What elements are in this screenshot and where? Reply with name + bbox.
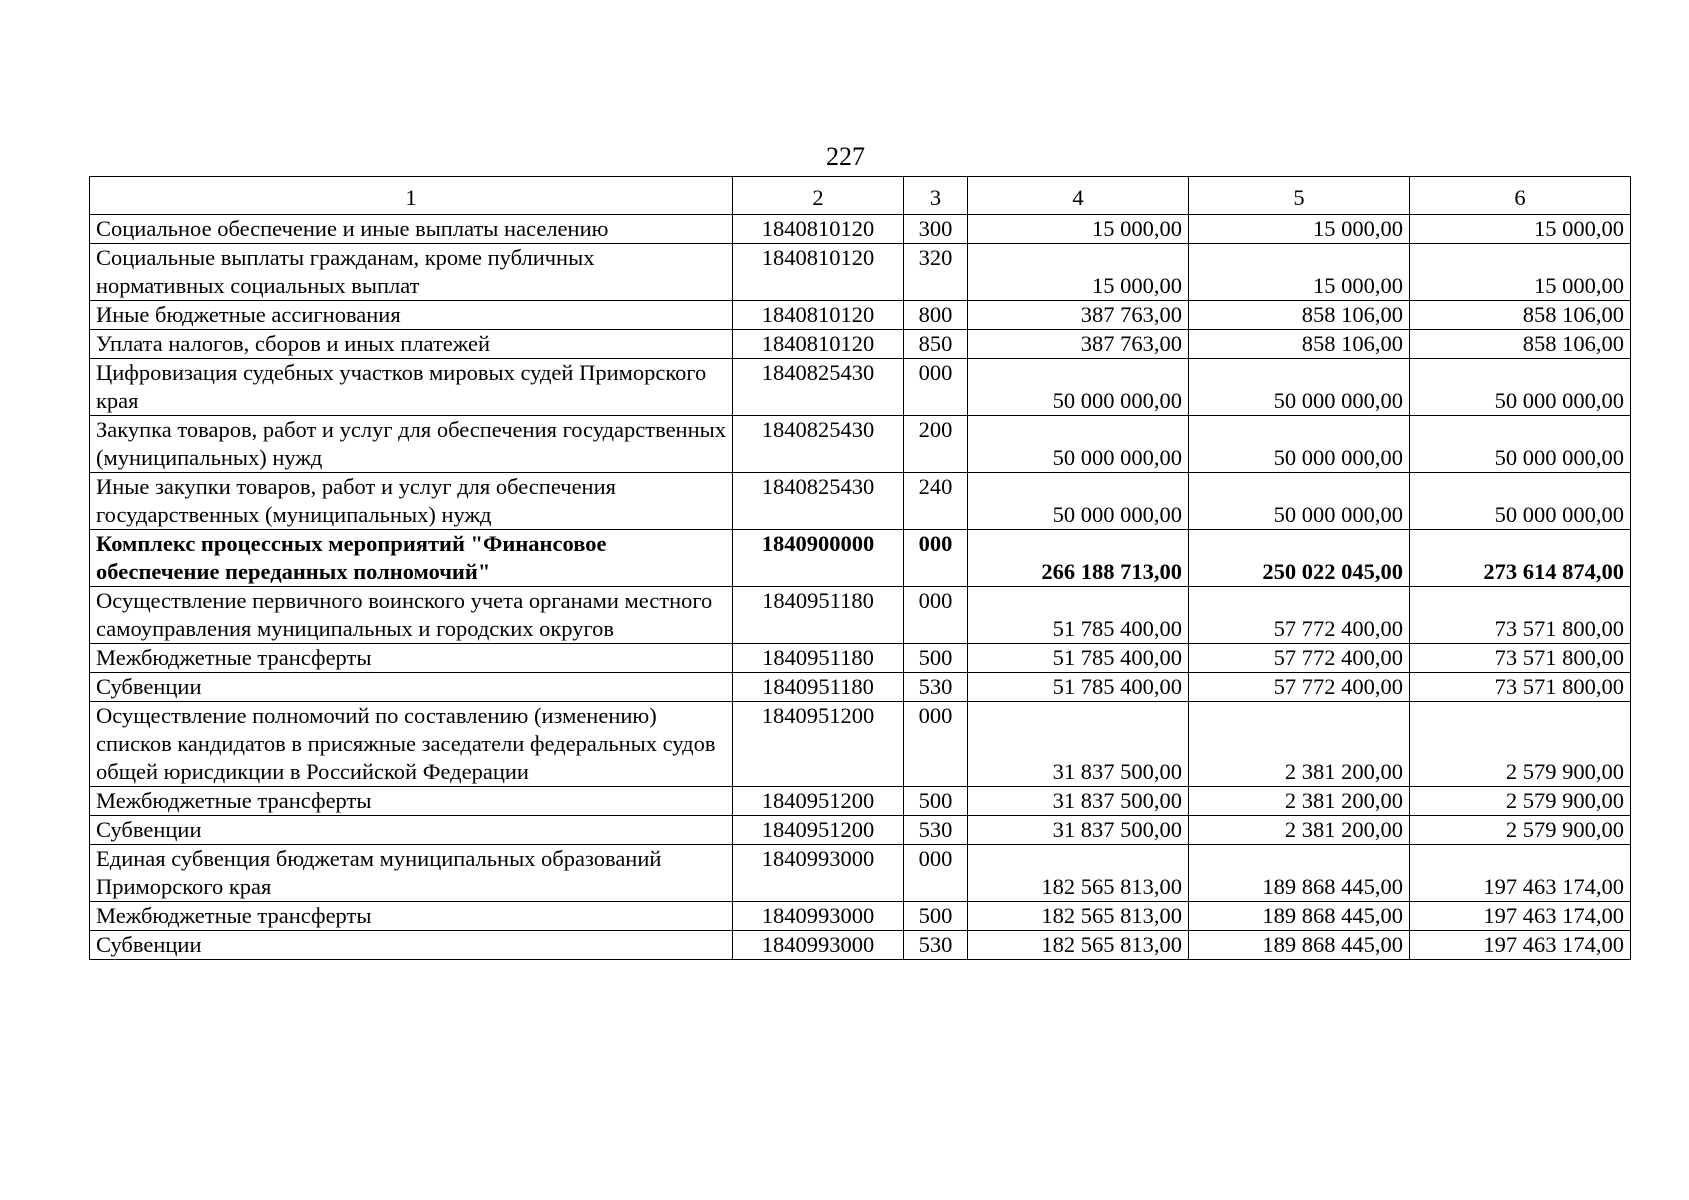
row-name-cell: Социальное обеспечение и иные выплаты населению	[90, 215, 733, 244]
amount-col5-cell: 189 868 445,00	[1189, 902, 1410, 931]
amount-col4-cell: 50 000 000,00	[968, 359, 1189, 416]
amount-col4-cell: 50 000 000,00	[968, 416, 1189, 473]
amount-col4-cell: 31 837 500,00	[968, 787, 1189, 816]
row-name-cell: Цифровизация судебных участков мировых судей Приморского края	[90, 359, 733, 416]
target-code-cell: 1840810120	[733, 330, 904, 359]
amount-col4-cell: 15 000,00	[968, 215, 1189, 244]
target-code-cell: 1840810120	[733, 244, 904, 301]
table-row	[90, 416, 1631, 473]
table-row	[90, 673, 1631, 702]
target-code-cell: 1840825430	[733, 359, 904, 416]
target-code-cell: 1840825430	[733, 416, 904, 473]
expense-type-cell: 000	[904, 702, 968, 787]
amount-col5-cell: 858 106,00	[1189, 330, 1410, 359]
table-row	[90, 301, 1631, 330]
expense-type-cell: 500	[904, 787, 968, 816]
target-code-cell: 1840810120	[733, 215, 904, 244]
expense-type-cell: 500	[904, 902, 968, 931]
expense-type-cell: 000	[904, 587, 968, 644]
budget-table	[89, 176, 1631, 960]
target-code-cell: 1840951180	[733, 644, 904, 673]
amount-col6-cell: 858 106,00	[1410, 330, 1631, 359]
row-name-cell: Субвенции	[90, 816, 733, 845]
target-code-cell: 1840810120	[733, 301, 904, 330]
table-row	[90, 787, 1631, 816]
target-code-cell: 1840900000	[733, 530, 904, 587]
row-name-cell: Единая субвенция бюджетам муниципальных образований Приморского края	[90, 845, 733, 902]
amount-col6-cell: 50 000 000,00	[1410, 359, 1631, 416]
expense-type-cell: 850	[904, 330, 968, 359]
table-row	[90, 473, 1631, 530]
expense-type-cell: 240	[904, 473, 968, 530]
amount-col4-cell: 182 565 813,00	[968, 845, 1189, 902]
amount-col5-cell: 858 106,00	[1189, 301, 1410, 330]
expense-type-cell: 320	[904, 244, 968, 301]
target-code-cell: 1840825430	[733, 473, 904, 530]
target-code-cell: 1840951180	[733, 673, 904, 702]
expense-type-cell: 500	[904, 644, 968, 673]
table-row	[90, 816, 1631, 845]
table-row	[90, 845, 1631, 902]
amount-col5-cell: 2 381 200,00	[1189, 816, 1410, 845]
amount-col6-cell: 2 579 900,00	[1410, 702, 1631, 787]
amount-col4-cell: 31 837 500,00	[968, 816, 1189, 845]
amount-col5-cell: 2 381 200,00	[1189, 787, 1410, 816]
row-name-cell: Социальные выплаты гражданам, кроме публичных нормативных социальных выплат	[90, 244, 733, 301]
table-row	[90, 530, 1631, 587]
table-row	[90, 244, 1631, 301]
row-name-cell: Субвенции	[90, 673, 733, 702]
amount-col5-cell: 15 000,00	[1189, 244, 1410, 301]
row-name-cell: Иные закупки товаров, работ и услуг для обеспечения государственных (муниципальных) нужд	[90, 473, 733, 530]
amount-col4-cell: 50 000 000,00	[968, 473, 1189, 530]
amount-col6-cell: 73 571 800,00	[1410, 673, 1631, 702]
amount-col6-cell: 50 000 000,00	[1410, 416, 1631, 473]
amount-col5-cell: 50 000 000,00	[1189, 416, 1410, 473]
expense-type-cell: 530	[904, 816, 968, 845]
expense-type-cell: 530	[904, 673, 968, 702]
expense-type-cell: 530	[904, 931, 968, 960]
amount-col4-cell: 387 763,00	[968, 301, 1189, 330]
column-header: 3	[904, 177, 968, 215]
row-name-cell: Субвенции	[90, 931, 733, 960]
amount-col6-cell: 2 579 900,00	[1410, 816, 1631, 845]
table-row	[90, 587, 1631, 644]
table-row	[90, 359, 1631, 416]
amount-col6-cell: 858 106,00	[1410, 301, 1631, 330]
amount-col5-cell: 250 022 045,00	[1189, 530, 1410, 587]
amount-col5-cell: 189 868 445,00	[1189, 845, 1410, 902]
amount-col6-cell: 197 463 174,00	[1410, 845, 1631, 902]
row-name-cell: Осуществление полномочий по составлению (изменению) списков кандидатов в присяжные заседатели федеральных судов общей юрисдикции в Российской Федерации	[90, 702, 733, 787]
table-row	[90, 902, 1631, 931]
amount-col5-cell: 189 868 445,00	[1189, 931, 1410, 960]
column-header: 4	[968, 177, 1189, 215]
row-name-cell: Комплекс процессных мероприятий "Финансовое обеспечение переданных полномочий"	[90, 530, 733, 587]
amount-col6-cell: 273 614 874,00	[1410, 530, 1631, 587]
expense-type-cell: 800	[904, 301, 968, 330]
amount-col5-cell: 50 000 000,00	[1189, 359, 1410, 416]
table-row	[90, 330, 1631, 359]
amount-col5-cell: 50 000 000,00	[1189, 473, 1410, 530]
amount-col5-cell: 57 772 400,00	[1189, 673, 1410, 702]
target-code-cell: 1840951200	[733, 816, 904, 845]
target-code-cell: 1840951200	[733, 702, 904, 787]
table-row	[90, 702, 1631, 787]
table-row	[90, 644, 1631, 673]
amount-col5-cell: 57 772 400,00	[1189, 644, 1410, 673]
page-number: 227	[826, 142, 865, 171]
amount-col5-cell: 15 000,00	[1189, 215, 1410, 244]
expense-type-cell: 000	[904, 359, 968, 416]
table-row	[90, 931, 1631, 960]
target-code-cell: 1840951200	[733, 787, 904, 816]
amount-col6-cell: 197 463 174,00	[1410, 931, 1631, 960]
column-number-row	[90, 177, 1631, 215]
amount-col6-cell: 15 000,00	[1410, 215, 1631, 244]
amount-col4-cell: 51 785 400,00	[968, 587, 1189, 644]
amount-col5-cell: 2 381 200,00	[1189, 702, 1410, 787]
expense-type-cell: 300	[904, 215, 968, 244]
amount-col4-cell: 387 763,00	[968, 330, 1189, 359]
amount-col4-cell: 266 188 713,00	[968, 530, 1189, 587]
expense-type-cell: 200	[904, 416, 968, 473]
column-header: 6	[1410, 177, 1631, 215]
row-name-cell: Иные бюджетные ассигнования	[90, 301, 733, 330]
row-name-cell: Уплата налогов, сборов и иных платежей	[90, 330, 733, 359]
row-name-cell: Закупка товаров, работ и услуг для обеспечения государственных (муниципальных) нужд	[90, 416, 733, 473]
expense-type-cell: 000	[904, 845, 968, 902]
amount-col5-cell: 57 772 400,00	[1189, 587, 1410, 644]
amount-col4-cell: 51 785 400,00	[968, 644, 1189, 673]
amount-col6-cell: 15 000,00	[1410, 244, 1631, 301]
expense-type-cell: 000	[904, 530, 968, 587]
amount-col4-cell: 15 000,00	[968, 244, 1189, 301]
target-code-cell: 1840951180	[733, 587, 904, 644]
amount-col4-cell: 182 565 813,00	[968, 931, 1189, 960]
amount-col6-cell: 73 571 800,00	[1410, 644, 1631, 673]
target-code-cell: 1840993000	[733, 845, 904, 902]
row-name-cell: Межбюджетные трансферты	[90, 644, 733, 673]
target-code-cell: 1840993000	[733, 931, 904, 960]
target-code-cell: 1840993000	[733, 902, 904, 931]
amount-col6-cell: 50 000 000,00	[1410, 473, 1631, 530]
column-header: 5	[1189, 177, 1410, 215]
row-name-cell: Осуществление первичного воинского учета органами местного самоуправления муниципальных и городских округов	[90, 587, 733, 644]
amount-col4-cell: 31 837 500,00	[968, 702, 1189, 787]
amount-col4-cell: 182 565 813,00	[968, 902, 1189, 931]
column-header: 2	[733, 177, 904, 215]
column-header: 1	[90, 177, 733, 215]
row-name-cell: Межбюджетные трансферты	[90, 902, 733, 931]
amount-col6-cell: 2 579 900,00	[1410, 787, 1631, 816]
amount-col6-cell: 197 463 174,00	[1410, 902, 1631, 931]
table-row	[90, 215, 1631, 244]
row-name-cell: Межбюджетные трансферты	[90, 787, 733, 816]
amount-col6-cell: 73 571 800,00	[1410, 587, 1631, 644]
amount-col4-cell: 51 785 400,00	[968, 673, 1189, 702]
